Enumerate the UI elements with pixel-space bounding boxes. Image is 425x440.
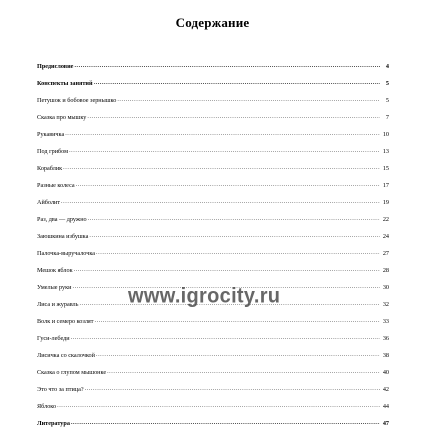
- toc-entry: [37, 359, 389, 376]
- toc-entry: [37, 53, 389, 70]
- toc-entry-title: Волк и семеро козлят: [37, 318, 94, 325]
- toc-entry-page: 19: [382, 199, 389, 206]
- toc-entry-page: 32: [382, 301, 389, 308]
- toc-entry-title: Мешок яблок: [37, 267, 73, 274]
- dot-leader: [107, 369, 380, 376]
- toc-entry-title: Лисичка со скалочкой: [37, 352, 95, 359]
- toc-entry: [37, 240, 389, 257]
- toc-entry-page: 36: [382, 335, 389, 342]
- page-title: Содержание: [175, 15, 250, 30]
- toc-entry-page: 27: [382, 250, 389, 257]
- toc-entry-page: 7: [385, 114, 389, 121]
- toc-entry: [37, 121, 389, 138]
- dot-leader: [74, 267, 380, 274]
- toc-entry-title: Лиса и журавль: [37, 301, 79, 308]
- toc-entry-page: 30: [382, 284, 389, 291]
- toc-entry-page: 17: [382, 182, 389, 189]
- toc-entry-title: Яблоко: [37, 403, 57, 410]
- toc-entry-title: Сказка про мышку: [37, 114, 87, 121]
- toc-entry-title: Рукавичка: [37, 131, 65, 138]
- toc-entry-title: Айболит: [37, 199, 61, 206]
- toc-entry: [37, 206, 389, 223]
- toc-entry-page: 22: [382, 216, 389, 223]
- toc-entry-title: Гуси-лебеди: [37, 335, 70, 342]
- dot-leader: [76, 182, 380, 189]
- toc-entry-page: 5: [385, 80, 389, 87]
- toc-entry-title: Предисловие: [37, 63, 74, 70]
- dot-leader: [69, 148, 380, 155]
- toc-entry-page: 33: [382, 318, 389, 325]
- dot-leader: [65, 131, 380, 138]
- toc-entry-page: 44: [382, 403, 389, 410]
- dot-leader: [117, 97, 380, 104]
- dot-leader: [85, 386, 380, 393]
- dot-leader: [57, 403, 380, 410]
- toc-entry-title: Палочка-выручалочка: [37, 250, 96, 257]
- watermark: www.igrocity.ru: [128, 284, 281, 308]
- toc-entry-title: Кораблик: [37, 165, 63, 172]
- dot-leader: [96, 250, 380, 257]
- dot-leader: [71, 420, 380, 427]
- dot-leader: [74, 63, 380, 70]
- toc-entry: [37, 70, 389, 87]
- toc-entry-title: Разные колеса: [37, 182, 75, 189]
- toc-entry: [37, 104, 389, 121]
- dot-leader: [96, 352, 380, 359]
- toc-entry-page: 47: [382, 420, 389, 427]
- toc-entry: [37, 393, 389, 410]
- toc-entry: [37, 87, 389, 104]
- toc-entry: [37, 257, 389, 274]
- toc-entry-title: Сказка о глупом мышонке: [37, 369, 107, 376]
- dot-leader: [94, 80, 380, 87]
- toc-entry: [37, 376, 389, 393]
- toc-entry-title: Литература: [37, 420, 70, 427]
- toc-entry-title: Под грибом: [37, 148, 69, 155]
- toc-entry: [37, 172, 389, 189]
- dot-leader: [63, 165, 380, 172]
- table-of-contents: [37, 53, 389, 427]
- toc-entry-page: 4: [385, 63, 389, 70]
- toc-entry: [37, 223, 389, 240]
- toc-entry-page: 13: [382, 148, 389, 155]
- toc-entry: [37, 308, 389, 325]
- toc-entry-title: Заюшкина избушка: [37, 233, 89, 240]
- dot-leader: [87, 114, 380, 121]
- toc-entry: [37, 138, 389, 155]
- toc-entry-page: 38: [382, 352, 389, 359]
- toc-entry: [37, 325, 389, 342]
- dot-leader: [88, 216, 380, 223]
- dot-leader: [71, 335, 380, 342]
- toc-entry-title: Петушок и бобовое зернышко: [37, 97, 117, 104]
- dot-leader: [89, 233, 380, 240]
- toc-entry-title: Конспекты занятий: [37, 80, 93, 87]
- toc-entry-page: 15: [382, 165, 389, 172]
- toc-entry-page: 10: [382, 131, 389, 138]
- toc-entry-page: 24: [382, 233, 389, 240]
- toc-entry: [37, 155, 389, 172]
- toc-entry-page: 42: [382, 386, 389, 393]
- toc-entry: [37, 410, 389, 427]
- toc-entry-page: 40: [382, 369, 389, 376]
- toc-entry-page: 5: [385, 97, 389, 104]
- dot-leader: [61, 199, 380, 206]
- toc-entry: [37, 189, 389, 206]
- toc-entry-title: Умелые руки: [37, 284, 72, 291]
- toc-entry: [37, 342, 389, 359]
- toc-entry-page: 28: [382, 267, 389, 274]
- toc-entry-title: Это что за птица?: [37, 386, 84, 393]
- toc-entry-title: Раз, два — дружно: [37, 216, 87, 223]
- dot-leader: [94, 318, 380, 325]
